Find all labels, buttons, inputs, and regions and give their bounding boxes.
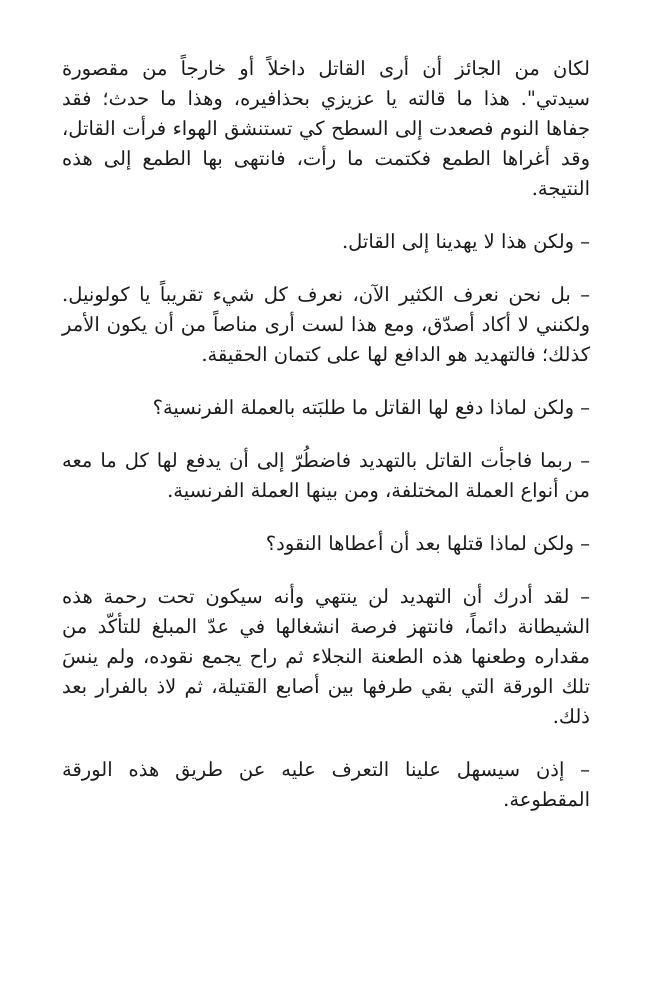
paragraph-narration: لكان من الجائز أن أرى القاتل داخلاً أو خارجاً من مقصورة سيدتي". هذا ما قالته يا عزيزي بحذافيره، وهذا ما حدث؛ فقد جفاها النوم فصعدت إلى السطح كي تستنشق الهواء فرأت القاتل، وقد أغراها الطمع فكتمت ما رأت، فانتهى بها الطمع إلى هذه النتيجة. (62, 57, 590, 200)
paragraph-dialogue: – ولكن لماذا قتلها بعد أن أعطاها النقود؟ (265, 532, 590, 555)
paragraph-dialogue: – ولكن هذا لا يهدينا إلى القاتل. (341, 230, 590, 253)
paragraph-dialogue: – ولكن لماذا دفع لها القاتل ما طلبَته بالعملة الفرنسية؟ (152, 396, 590, 419)
paragraph-dialogue: – ربما فاجأت القاتل بالتهديد فاضطُرّ إلى أن يدفع لها كل ما معه من أنواع العملة المختلفة، ومن بينها العملة الفرنسية. (62, 449, 590, 502)
paragraph-dialogue: – إذن سيسهل علينا التعرف عليه عن طريق هذه الورقة المقطوعة. (62, 758, 590, 811)
paragraph-dialogue: – بل نحن نعرف الكثير الآن، نعرف كل شيء تقريباً يا كولونيل. ولكنني لا أكاد أصدّق، ومع هذا لست أرى مناصاً من أن يكون الأمر كذلك؛ فالتهديد هو الدافع لها على كتمان الحقيقة. (62, 283, 590, 366)
paragraph-dialogue: – لقد أدرك أن التهديد لن ينتهي وأنه سيكون تحت رحمة هذه الشيطانة دائماً، فانتهز فرصة انشغالها في عدّ المبلغ للتأكّد من مقداره وطعنها هذه الطعنة النجلاء ثم راح يجمع نقوده، ولم ينسَ تلك الورقة التي بقي طرفها بين أصابع القتيلة، ثم لاذ بالفرار بعد ذلك. (62, 585, 590, 728)
page-text (62, 54, 590, 838)
